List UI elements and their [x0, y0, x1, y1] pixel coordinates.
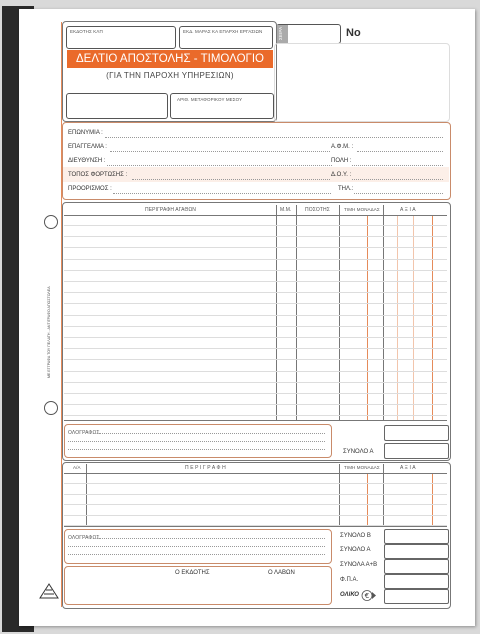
punch-hole-bottom [44, 401, 58, 415]
services-bottom-line [64, 526, 447, 527]
vehicle-box[interactable] [170, 93, 274, 119]
phone-line[interactable] [354, 193, 443, 194]
services-divider-3 [383, 464, 384, 526]
services-col-unit-price: ΤΙΜΗ ΜΟΝΑΔΑΣ [344, 465, 380, 470]
vehicle-label: ΑΡΙΘ. ΜΕΤΑΦΟΡΙΚΟΥ ΜΕΣΟΥ [177, 97, 243, 102]
goods-divider-1 [276, 205, 277, 421]
goods-words-box[interactable] [64, 424, 332, 458]
receiver-signature-label: Ο ΛΑΒΩΝ [268, 570, 295, 576]
punch-hole-top [44, 215, 58, 229]
table-row[interactable] [64, 225, 447, 226]
words-line-3 [68, 449, 325, 450]
table-row[interactable] [64, 371, 447, 372]
table-row[interactable] [64, 515, 447, 516]
goods-total-a-label: ΣΥΝΟΛΟ Α [343, 449, 374, 455]
services-divider-2 [339, 464, 340, 526]
goods-total-box-upper[interactable] [384, 425, 449, 441]
goods-divider-2 [296, 205, 297, 421]
goods-total-a-box[interactable] [384, 443, 449, 459]
services-words-line-1 [99, 538, 325, 539]
services-cents-line-1 [367, 474, 368, 526]
vat-label: Φ.Π.Α. [340, 577, 359, 583]
euro-icon [361, 589, 377, 602]
table-row[interactable] [64, 303, 447, 304]
words-line-2 [68, 441, 325, 442]
doy-label: Δ.Ο.Υ. : [331, 172, 352, 178]
total-ab-box[interactable] [384, 559, 449, 574]
name-label: ΕΠΩΝΥΜΙΑ : [68, 130, 103, 136]
address-line[interactable] [107, 165, 332, 166]
profession-line[interactable] [110, 151, 330, 152]
goods-col-unit: Μ.Μ. [280, 207, 292, 213]
signature-box[interactable] [64, 566, 332, 605]
destination-label: ΠΡΟΟΡΙΣΜΟΣ : [68, 186, 112, 192]
table-row[interactable] [64, 382, 447, 383]
words-line-1 [99, 433, 325, 434]
services-words-box[interactable] [64, 529, 332, 564]
goods-divider-3 [339, 205, 340, 421]
grand-total-label: ΟΛΙΚΟ [340, 592, 359, 598]
publication-label: ΕΚΔ. ΜΑΡΑΣ ΚΑ ΕΠΑΡΧΗ ΕΡΓΑΣΙΩΝ [183, 29, 263, 34]
services-divider-1 [86, 464, 87, 526]
services-words-line-2 [68, 546, 325, 547]
phone-label: ΤΗΛ.: [338, 186, 354, 192]
side-note: ΜΕ ΕΓΓΡΑΦΑ ΤΟΥ ΠΕΛΑΤΗ - ΑΝΤΙΓΡΑΦΟ ΑΠΟΣΤΟΛΕΑ [47, 286, 51, 378]
table-row[interactable] [64, 359, 447, 360]
loading-place-line[interactable] [132, 179, 330, 180]
afm-label: Α.Φ.Μ. : [331, 144, 354, 150]
services-col-description: Π Ε Ρ Ι Γ Ρ Α Φ Η [185, 465, 226, 471]
table-row[interactable] [64, 270, 447, 271]
number-frame [274, 43, 450, 122]
goods-divider-4 [383, 205, 384, 421]
total-a-label: ΣΥΝΟΛΟ Α [340, 547, 371, 553]
table-row[interactable] [64, 292, 447, 293]
goods-col-value: Α Ξ Ι Α [400, 207, 416, 213]
table-row[interactable] [64, 326, 447, 327]
address-label: ΔΙΕΥΘΥΝΣΗ : [68, 158, 106, 164]
goods-in-words-label: ΟΛΟΓΡΑΦΩΣ [68, 430, 100, 436]
doy-line[interactable] [352, 179, 443, 180]
total-b-box[interactable] [384, 529, 449, 544]
table-row[interactable] [64, 504, 447, 505]
table-row[interactable] [64, 494, 447, 495]
empty-header-box[interactable] [66, 93, 168, 119]
table-row[interactable] [64, 247, 447, 248]
table-row[interactable] [64, 483, 447, 484]
goods-header-row [64, 205, 447, 216]
goods-col-unit-price: ΤΙΜΗ ΜΟΝΑΔΑΣ [344, 207, 380, 212]
number-label: No [346, 27, 361, 39]
loading-place-label: ΤΟΠΟΣ ΦΟΡΤΩΣΗΣ : [68, 172, 128, 178]
goods-col-description: ΠΕΡΙΓΡΑΦΗ ΑΓΑΘΩΝ [145, 207, 196, 213]
services-col-value: Α Ξ Ι Α [400, 465, 416, 471]
total-a-box[interactable] [384, 544, 449, 559]
destination-line[interactable] [113, 193, 331, 194]
afm-line[interactable] [357, 151, 443, 152]
table-row[interactable] [64, 348, 447, 349]
table-row[interactable] [64, 337, 447, 338]
services-col-aa: Α/Α [73, 465, 81, 470]
series-box[interactable] [276, 24, 341, 44]
table-row[interactable] [64, 259, 447, 260]
table-row[interactable] [64, 404, 447, 405]
services-header-row [64, 464, 447, 474]
table-row[interactable] [64, 281, 447, 282]
total-ab-label: ΣΥΝΟΛΑ Α+Β [340, 562, 378, 568]
customer-section [62, 122, 451, 200]
city-line[interactable] [352, 165, 443, 166]
services-cents-line-2 [432, 474, 433, 526]
vat-box[interactable] [384, 574, 449, 589]
grand-total-box[interactable] [384, 589, 449, 604]
svg-text:€: € [364, 592, 370, 600]
document-subtitle: (ΓΙΑ ΤΗΝ ΠΑΡΟΧΗ ΥΠΗΡΕΣΙΩΝ) [106, 71, 234, 80]
series-label: ΣΕΙΡΑ [278, 26, 283, 40]
table-row[interactable] [64, 315, 447, 316]
city-label: ΠΟΛΗ : [331, 158, 352, 164]
goods-table [62, 202, 451, 461]
services-words-line-3 [68, 554, 325, 555]
document-title: ΔΕΛΤΙΟ ΑΠΟΣΤΟΛΗΣ - ΤΙΜΟΛΟΓΙΟ [67, 50, 273, 68]
table-row[interactable] [64, 393, 447, 394]
total-b-label: ΣΥΝΟΛΟ Β [340, 533, 371, 539]
printer-logo-icon [38, 580, 60, 600]
name-line[interactable] [105, 137, 443, 138]
table-row[interactable] [64, 415, 447, 416]
goods-col-quantity: ΠΟΣΟΤΗΣ [305, 207, 330, 213]
profession-label: ΕΠΑΓΓΕΛΜΑ : [68, 144, 107, 150]
table-row[interactable] [64, 236, 447, 237]
goods-bottom-line [64, 420, 447, 421]
issuer-label: ΕΚΔΟΤΗΣ ΚΛΠ [70, 29, 103, 34]
services-in-words-label: ΟΛΟΓΡΑΦΩΣ [68, 535, 100, 541]
issuer-signature-label: Ο ΕΚΔΟΤΗΣ [175, 570, 210, 576]
